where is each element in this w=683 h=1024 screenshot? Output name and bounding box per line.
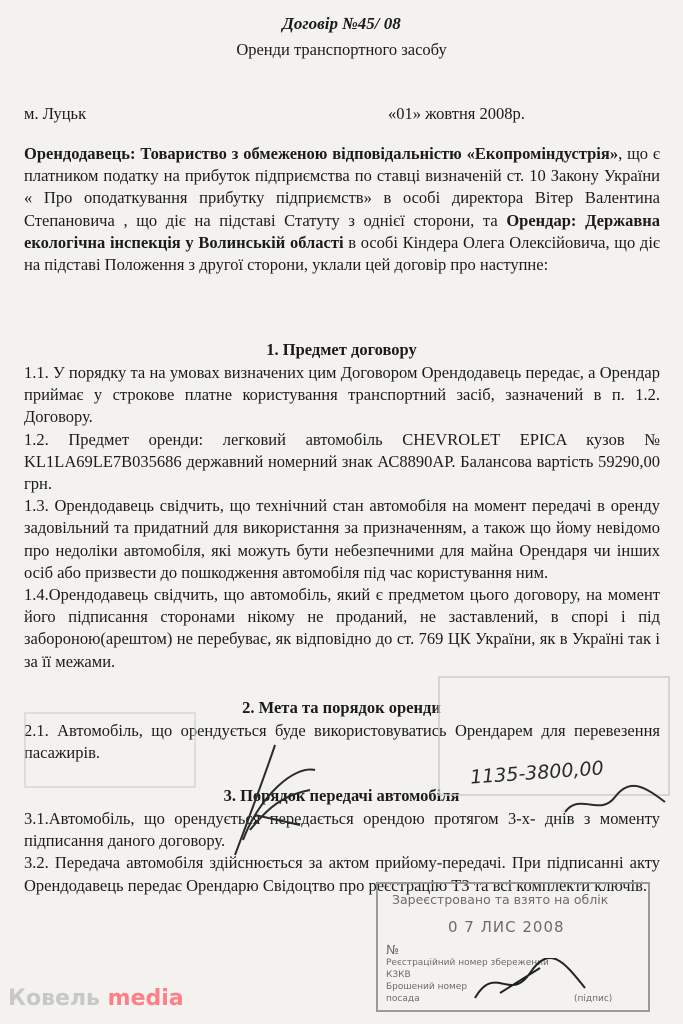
faint-stamp-left: [24, 712, 196, 788]
intro-text-1: , що є платником податку на прибуток підприємства по ставці визначеній ст. 10 Закону України « Про оподаткування прибутку підприємств» в особі директора Вітер Валентина Степановича , що діє на підставі Статуту з однієї сторони, та: [24, 144, 660, 230]
contract-title: Договір №45/ 08: [282, 14, 401, 33]
stamp-small-4: посада: [386, 994, 420, 1004]
stamp-small-2: КЗКВ: [386, 970, 411, 980]
handwritten-number: 1135-3800,00: [469, 757, 605, 789]
section-title-1: 1. Предмет договору: [266, 340, 417, 359]
lessee-name: Державна екологічна інспекція у Волинській області: [24, 210, 660, 252]
clause-2-1: 2.1. Автомобіль, що орендується буде використовуватись Орендарем для перевезення пасажирів.: [24, 721, 660, 763]
contract-date: «01» жовтня 2008р.: [388, 104, 525, 123]
clause-3-2: 3.2. Передача автомобіля здійснюється за актом прийому-передачі. При підписанні акту Орендодавець передає Орендарю Свідоцтво про реєстрацію ТЗ та всі комплекти ключів.: [24, 853, 660, 895]
intro-text-2: в особі Кіндера Олега Олексійовича, що діє на підставі Положення з другої сторони, уклали цей договір про наступне:: [24, 232, 660, 275]
stamp-small-3: Брошений номер: [386, 982, 468, 992]
section-title-3: 3. Порядок передачі автомобіля: [223, 786, 460, 805]
watermark-brand: Ковель: [8, 986, 100, 1011]
stamp-small-5: (підпис): [574, 994, 613, 1004]
watermark-suffix: media: [107, 986, 184, 1011]
lessee-label: Орендар:: [506, 210, 577, 230]
registration-stamp: [376, 882, 650, 1012]
section-1-body: [24, 362, 660, 673]
clause-1-1: 1.1. У порядку та на умовах визначених цим Договором Орендодавець передає, а Орендар приймає у строкове платне користування транспортний засіб, зазначений в п. 1.2. Договору.: [24, 363, 660, 427]
stamp-date: 0 7 ЛИС 2008: [448, 918, 565, 936]
clause-1-3: 1.3. Орендодавець свідчить, що технічний стан автомобіля на момент передачі в оренду задовільний та придатний для використання за призначенням, а також що йому невідомо про недоліки автомобіля, які можуть бути небезпечними для майна Орендаря чи інших осіб або призвести до пошкодження автомобіля під час користування ним.: [24, 496, 660, 582]
stamp-number-mark: №: [386, 942, 400, 957]
lessor-name: Товариство з обмеженою відповідальністю «Екопроміндустрія»: [140, 144, 619, 163]
stamp-small-1: Реєстраційний номер збережений: [386, 958, 549, 968]
intro-paragraph: [24, 143, 660, 276]
section-title-2: 2. Мета та порядок оренди: [242, 698, 441, 717]
clause-3-1: 3.1.Автомобіль, що орендується передається орендою протягом 3-х- днів з моменту підписання даного договору.: [24, 809, 660, 851]
clause-1-4: 1.4.Орендодавець свідчить, що автомобіль, який є предметом цього договору, на момент його підписання сторонами нікому не проданий, не заставлений, в спорі і під забороною(арештом) не перебуває, як відповідно до ст. 769 ЦК України, як в Україні так і за її межами.: [24, 585, 660, 671]
stamp-line-1: Зареєстровано та взято на облік: [392, 892, 609, 907]
lessor-label: Орендодавець:: [24, 144, 136, 163]
place: м. Луцьк: [24, 104, 87, 123]
clause-1-2: 1.2. Предмет оренди: легковий автомобіль CHEVROLET EPICA кузов № KL1LA69LE7B035686 державний номерний знак АС8890АР. Балансова вартість 59290,00 грн.: [24, 429, 660, 494]
watermark-logo: [8, 986, 184, 1011]
contract-subtitle: Оренди транспортного засобу: [236, 40, 447, 59]
